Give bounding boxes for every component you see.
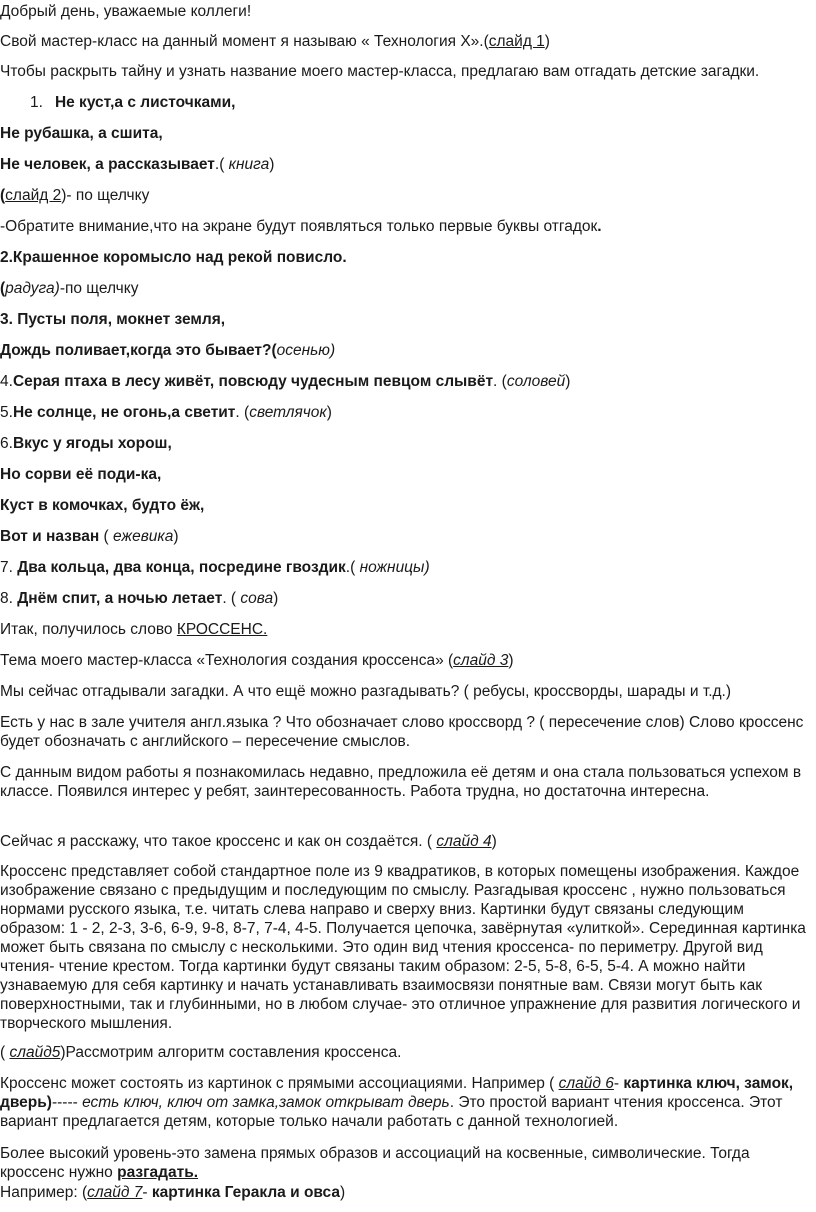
slide-link[interactable]: слайд 2 [5, 187, 62, 204]
english-paragraph: Есть у нас в зале учителя англ.языка ? Что обозначает слово кроссворд ? ( пересечение слов) Слово кроссенс будет обозначать с английского – пересечение смыслов. [0, 714, 804, 750]
riddle-1-line-2: Не рубашка, а сшита, [0, 125, 163, 142]
riddle-4: 4.Серая птаха в лесу живёт, повсюду чудесным певцом слывёт. (соловей) [0, 373, 571, 390]
riddle-6-line-4: Вот и назван ( ежевика) [0, 528, 179, 545]
riddle-7: 7. Два кольца, два конца, посредине гвоздик.( ножницы) [0, 559, 430, 576]
intro-paragraph: Свой мастер-класс на данный момент я называю « Технология Х».(слайд 1) [0, 33, 550, 50]
riddle-8: 8. Днём спит, а ночью летает. ( сова) [0, 590, 279, 607]
riddle-intro: Чтобы раскрыть тайну и узнать название моего мастер-класса, предлагаю вам отгадать детские загадки. [0, 63, 760, 80]
riddle-1-line-3: Не человек, а рассказывает.( книга) [0, 156, 275, 173]
letters-note: -Обратите внимание,что на экране будут появляться только первые буквы отгадок. [0, 218, 602, 235]
result-word: Итак, получилось слово КРОССЕНС. [0, 621, 268, 638]
riddles-question: Мы сейчас отгадывали загадки. А что ещё можно разгадывать? ( ребусы, кроссворды, шарады и т.д.) [0, 683, 732, 700]
slide-2-note: (слайд 2)- по щелчку [0, 187, 150, 204]
topic-paragraph: Тема моего мастер-класса «Технология создания кроссенса» (слайд 3) [0, 652, 514, 669]
greeting: Добрый день, уважаемые коллеги! [0, 3, 252, 20]
riddle-2: 2.Крашенное коромысло над рекой повисло. [0, 249, 347, 266]
slide-link[interactable]: слайд 7 [87, 1184, 143, 1201]
riddle-6-line-3: Куст в комочках, будто ёж, [0, 497, 205, 514]
riddle-6-line-1: 6.Вкус у ягоды хорош, [0, 435, 172, 452]
riddle-3-line-1: 3. Пусты поля, мокнет земля, [0, 311, 226, 328]
higher-level-paragraph: Более высокий уровень-это замена прямых образов и ассоциаций на косвенные, символические. Тогда кроссенс нужно разгадать. [0, 1145, 750, 1181]
experience-paragraph: С данным видом работы я познакомилась недавно, предложила её детям и она стала пользоваться успехом в классе. Появился интерес у ребят, заинтересованность. Работа трудна, но достаточна интересна. [0, 764, 802, 800]
explain-paragraph: Сейчас я расскажу, что такое кроссенс и как он создаётся. ( слайд 4) [0, 833, 497, 850]
definition-paragraph: Кроссенс представляет собой стандартное поле из 9 квадратиков, в которых помещены изображения. Каждое изображение связано с предыдущим и последующим по смыслу. Разгадывая кроссенс , нужно пользоваться нормами русского языка, т.е. читать слева направо и сверху вниз. Картинки будут связаны следующим образом: 1 - 2, 2-3, 3-6, 6-9, 9-8, 8-7, 7-4, 4-5. Получается цепочка, завёрнутая «улиткой». Серединная картинка может быть связана по смыслу с несколькими. Это один вид чтения кроссенса- по периметру. Другой вид чтения- чтение крестом. Тогда картинки будут связаны таким образом: 2-5, 5-8, 6-5, 5-4. А можно найти узнаваемую для себя картинку и начать устанавливать взаимосвязи понятные вам. Связи могут быть как поверхностными, так и глубинными, но в любом случае- это отличное упражнение для развития логического и творческого мышления. [0, 863, 806, 1032]
direct-associations-paragraph: Кроссенс может состоять из картинок с прямыми ассоциациями. Например ( слайд 6- картинка ключ, замок, дверь)----- есть ключ, ключ от замка,замок открыват дверь. Это простой вариант чтения кроссенса. Этот вариант предлагается детям, которые только начали работать с данной технологией. [0, 1075, 794, 1130]
riddle-1-line-1: 1. Не куст,а с листочками, [30, 94, 236, 111]
riddle-6-line-2: Но сорви её поди-ка, [0, 466, 162, 483]
riddle-3-line-2: Дождь поливает,когда это бывает?(осенью) [0, 342, 336, 359]
slide-link[interactable]: слайд 6 [558, 1075, 614, 1092]
slide-link[interactable]: слайд 4 [436, 833, 492, 850]
slide-link[interactable]: слайд 3 [453, 652, 509, 669]
slide-link[interactable]: слайд5 [9, 1044, 61, 1061]
algorithm-paragraph: ( слайд5)Рассмотрим алгоритм составления кроссенса. [0, 1044, 402, 1061]
riddle-5: 5.Не солнце, не огонь,а светит. (светлячок) [0, 404, 332, 421]
example-paragraph: Например: (слайд 7- картинка Геракла и овса) [0, 1184, 346, 1201]
riddle-2-answer: (радуга)-по щелчку [0, 280, 139, 297]
slide-link[interactable]: слайд 1 [488, 33, 545, 50]
